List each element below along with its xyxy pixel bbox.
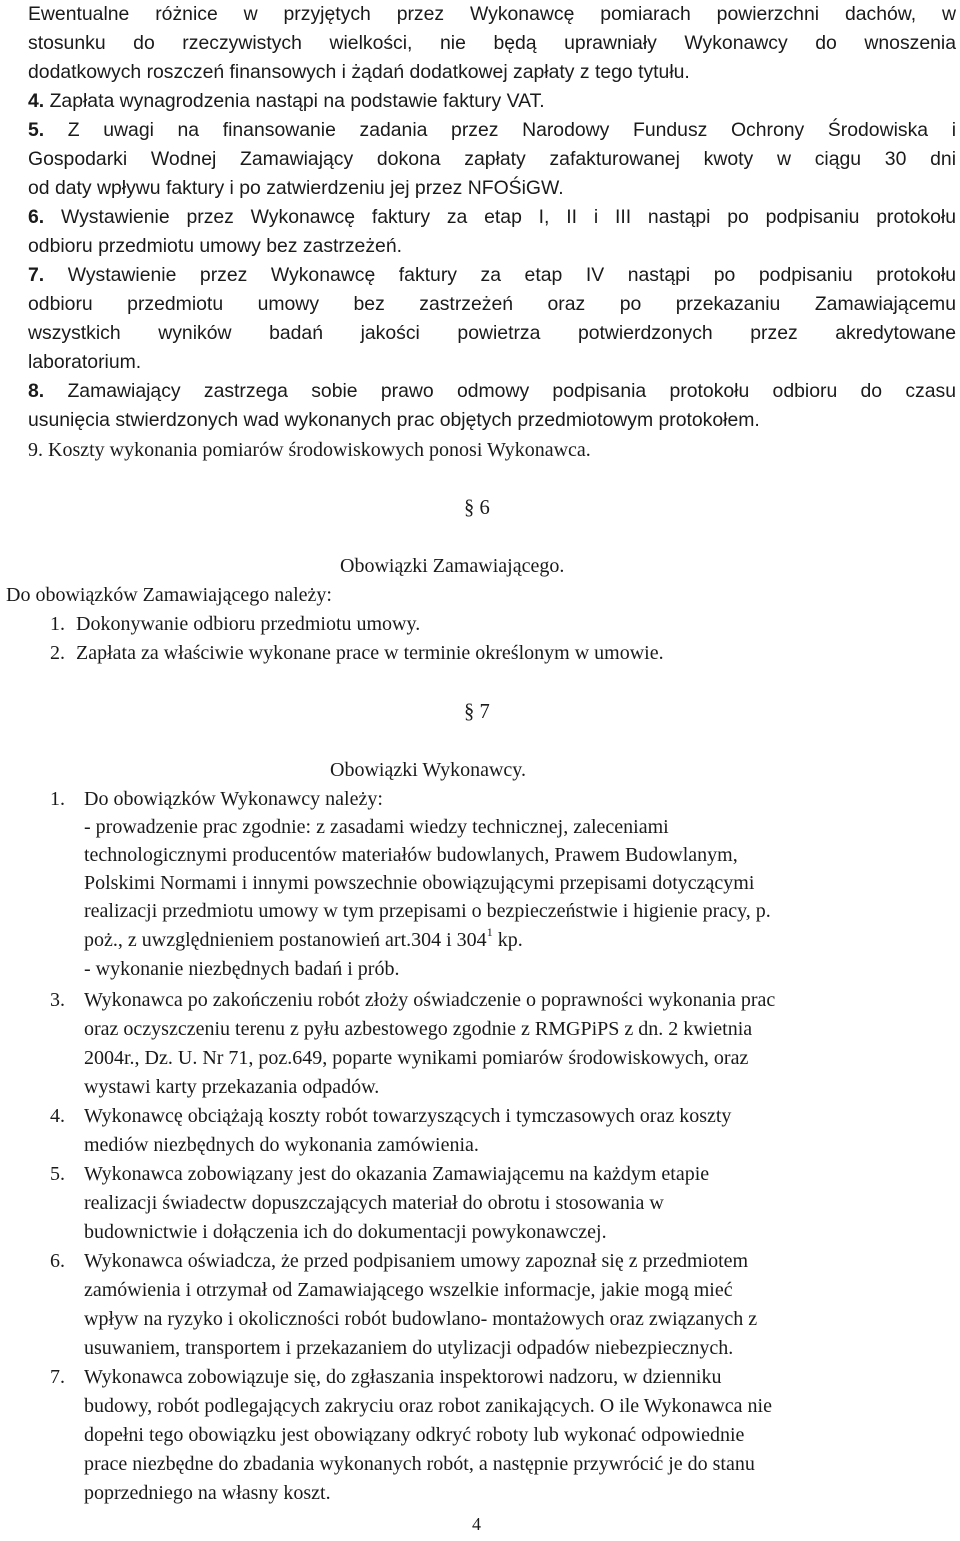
- item-7-line-4: laboratorium.: [28, 351, 142, 373]
- section-7-item-5-line-3: budownictwie i dołączenia ich do dokumentacji powykonawczej.: [84, 1221, 607, 1243]
- section-7-item-5-number: 5.: [50, 1163, 65, 1185]
- section-7-item-1-number: 1.: [50, 788, 65, 810]
- item-8-line-1: [28, 377, 956, 406]
- section-7-item-3-line-3: 2004r., Dz. U. Nr 71, poz.649, poparte wynikami pomiarów środowiskowych, oraz: [84, 1047, 749, 1069]
- section-7-item-1-lead: Do obowiązków Wykonawcy należy:: [84, 788, 383, 810]
- item-5-number: 5.: [28, 119, 45, 141]
- section-7-item-4-number: 4.: [50, 1105, 65, 1127]
- item-4-text: Zapłata wynagrodzenia nastąpi na podstawie faktury VAT.: [49, 90, 545, 112]
- section-7-item-3-line-4: wystawi karty przekazania odpadów.: [84, 1076, 380, 1098]
- item-6-line-2: odbioru przedmiotu umowy bez zastrzeżeń.: [28, 235, 402, 257]
- article-suffix: kp.: [492, 929, 523, 951]
- item-7-line-3: wszystkich wyników badań jakości powietrza potwierdzonych przez akredytowane: [28, 322, 956, 344]
- item-5-line-1: [28, 116, 956, 145]
- section-7-item-4-line-1: Wykonawcę obciążają koszty robót towarzyszących i tymczasowych oraz koszty: [84, 1105, 732, 1127]
- item-6-line-1: [28, 203, 956, 232]
- section-6-item-1-number: 1.: [50, 613, 65, 635]
- page-number: 4: [472, 1514, 481, 1534]
- intro-line-3: dodatkowych roszczeń finansowych i żądań dodatkowej zapłaty z tego tytułu.: [28, 61, 690, 83]
- section-7-item-7-line-1: Wykonawca zobowiązuje się, do zgłaszania inspektorowi nadzoru, w dzienniku: [84, 1366, 722, 1388]
- section-7-item-3-line-1: Wykonawca po zakończeniu robót złoży oświadczenie o poprawności wykonania prac: [84, 989, 776, 1011]
- section-7-item-1-sub-4: realizacji przedmiotu umowy w tym przepisami o bezpieczeństwie i higienie pracy, p.: [84, 900, 771, 922]
- section-7-item-1-sub-6: - wykonanie niezbędnych badań i prób.: [84, 958, 400, 980]
- section-7-item-6-line-4: usuwaniem, transportem i przekazaniem do utylizacji odpadów niebezpiecznych.: [84, 1337, 734, 1359]
- section-6-item-1: [50, 610, 420, 639]
- section-7-title: Obowiązki Wykonawcy.: [330, 759, 526, 781]
- item-7-line-2: odbioru przedmiotu umowy bez zastrzeżeń oraz po przekazaniu Zamawiającemu: [28, 293, 956, 315]
- section-7-item-7-line-3: dopełni tego obowiązku jest obowiązany odkryć roboty lub wykonać odpowiednie: [84, 1424, 745, 1446]
- section-7-item-1-sub-2: technologicznymi producentów materiałów budowlanych, Prawem Budowlanym,: [84, 844, 738, 866]
- item-8-number: 8.: [28, 380, 45, 402]
- intro-line-1: Ewentualne różnice w przyjętych przez Wykonawcę pomiarach powierzchni dachów, w: [28, 3, 956, 25]
- section-7-item-3-number: 3.: [50, 989, 65, 1011]
- section-6-title: Obowiązki Zamawiającego.: [340, 555, 565, 577]
- section-7-item-1-sub-5: [84, 926, 523, 955]
- item-6-text-1: Wystawienie przez Wykonawcę faktury za etap I, II i III nastąpi po podpisaniu protokołu: [60, 206, 956, 228]
- section-7-item-1-sub-1: - prowadzenie prac zgodnie: z zasadami wiedzy technicznej, zaleceniami: [84, 816, 669, 838]
- section-7-item-6-line-2: zamówienia i otrzymał od Zamawiającego wszelkie informacje, jakie mogą mieć: [84, 1279, 733, 1301]
- section-6-heading: § 6: [464, 497, 490, 519]
- article-superscript: 1: [486, 925, 493, 940]
- section-7-item-6-number: 6.: [50, 1250, 65, 1272]
- item-6-number: 6.: [28, 206, 45, 228]
- section-7-item-3-line-2: oraz oczyszczeniu terenu z pyłu azbestowego zgodnie z RMGPiPS z dn. 2 kwietnia: [84, 1018, 753, 1040]
- section-7-item-7-line-5: poprzedniego na własny koszt.: [84, 1482, 331, 1504]
- section-6-item-1-text: Dokonywanie odbioru przedmiotu umowy.: [76, 613, 421, 635]
- item-9: 9. Koszty wykonania pomiarów środowiskowych ponosi Wykonawca.: [28, 439, 591, 461]
- article-reference-text: poż., z uwzględnieniem postanowień art.304 i 304: [84, 929, 487, 951]
- section-7-item-7-number: 7.: [50, 1366, 65, 1388]
- section-7-item-6-line-1: Wykonawca oświadcza, że przed podpisaniem umowy zapoznał się z przedmiotem: [84, 1250, 749, 1272]
- item-5-text-1: Z uwagi na finansowanie zadania przez Narodowy Fundusz Ochrony Środowiska i: [67, 119, 956, 141]
- section-7-item-1-sub-3: Polskimi Normami i innymi powszechnie obowiązującymi przepisami dotyczącymi: [84, 872, 755, 894]
- section-7-item-5-line-2: realizacji świadectw dopuszczających materiał do obrotu i stosowania w: [84, 1192, 664, 1214]
- section-6-item-2: [50, 639, 664, 668]
- item-5-line-2: Gospodarki Wodnej Zamawiający dokona zapłaty zafakturowanej kwoty w ciągu 30 dni: [28, 148, 956, 170]
- section-7-item-6-line-3: wpływ na ryzyko i okoliczności robót budowlano- montażowych oraz związanych z: [84, 1308, 758, 1330]
- section-6-item-2-text: Zapłata za właściwie wykonane prace w terminie określonym w umowie.: [76, 642, 664, 664]
- section-6-item-2-number: 2.: [50, 642, 65, 664]
- item-7-line-1: [28, 261, 956, 290]
- item-5-line-3: od daty wpływu faktury i po zatwierdzeniu jej przez NFOŚiGW.: [28, 177, 564, 199]
- item-8-line-2: usunięcia stwierdzonych wad wykonanych prac objętych przedmiotowym protokołem.: [28, 409, 760, 431]
- item-7-text-1: Wystawienie przez Wykonawcę faktury za etap IV nastąpi po podpisaniu protokołu: [67, 264, 956, 286]
- section-7-item-4-line-2: mediów niezbędnych do wykonania zamówienia.: [84, 1134, 479, 1156]
- section-7-item-5-line-1: Wykonawca zobowiązany jest do okazania Zamawiającemu na każdym etapie: [84, 1163, 710, 1185]
- item-7-number: 7.: [28, 264, 45, 286]
- section-7-heading: § 7: [464, 701, 490, 723]
- item-4: [28, 87, 545, 116]
- section-7-item-7-line-4: prace niezbędne do zbadania wykonanych robót, a następnie przywrócić je do stanu: [84, 1453, 755, 1475]
- section-7-item-7-line-2: budowy, robót podlegających zakryciu oraz robot zanikających. O ile Wykonawca nie: [84, 1395, 772, 1417]
- item-8-text-1: Zamawiający zastrzega sobie prawo odmowy podpisania protokołu odbioru do czasu: [67, 380, 957, 402]
- item-4-number: 4.: [28, 90, 45, 112]
- section-6-lead: Do obowiązków Zamawiającego należy:: [6, 584, 332, 606]
- intro-line-2: stosunku do rzeczywistych wielkości, nie będą uprawniały Wykonawcy do wnoszenia: [28, 32, 956, 54]
